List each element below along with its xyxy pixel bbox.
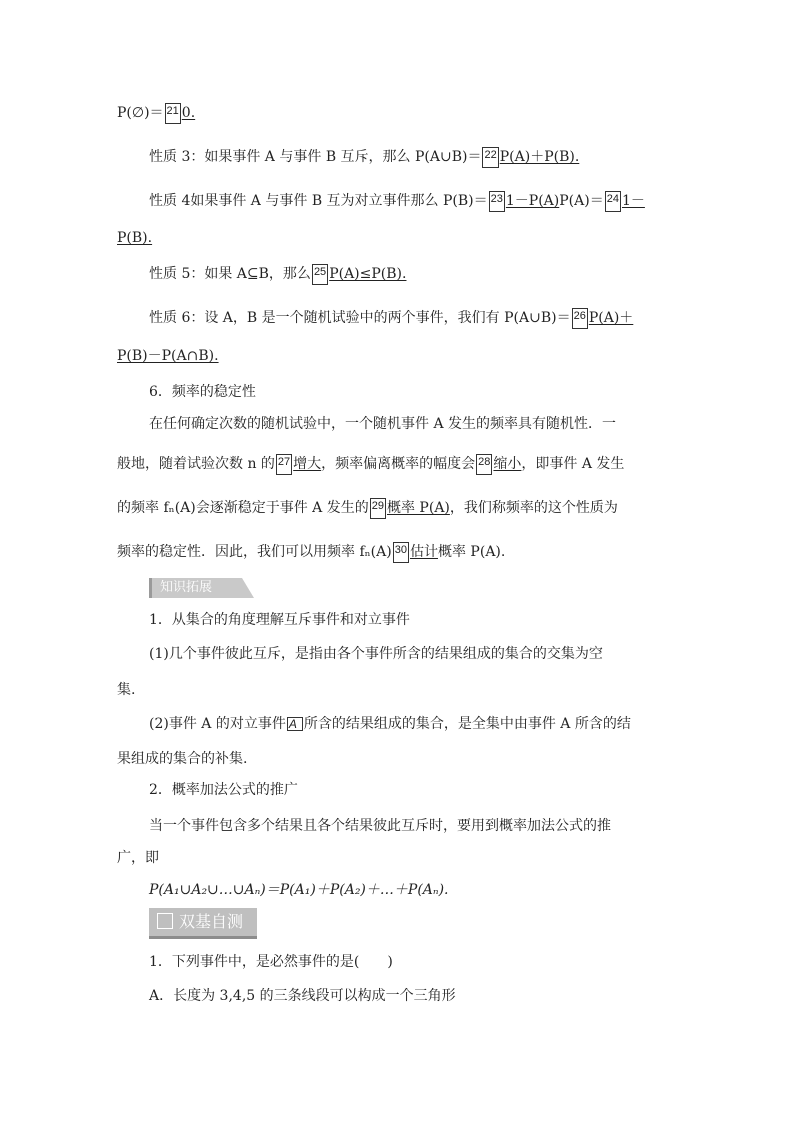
text: 广，即 (117, 850, 159, 866)
question-1 (149, 952, 393, 972)
answer-box-29: 29 (370, 498, 386, 519)
text: 性质 3：如果事件 A 与事件 B 互斥，那么 P(A∪B)＝ (149, 149, 482, 165)
answer-text: 1－ (621, 193, 645, 209)
answer-text: 0. (181, 105, 196, 121)
text: 1．从集合的角度理解互斥事件和对立事件 (149, 612, 410, 628)
property-3 (149, 147, 579, 168)
property-5 (149, 264, 406, 285)
text: 性质 5：如果 A⊆B，那么 (149, 266, 311, 282)
answer-text: 概率 P(A) (386, 500, 450, 516)
formula: P(A₁∪A₂∪…∪Aₙ)＝P(A₁)＋P(A₂)＋…＋P(Aₙ). (149, 882, 449, 898)
heading-text: 双基自测 (179, 912, 244, 931)
text: 概率 P(A). (437, 544, 506, 560)
answer-text: P(A)＋P(B). (499, 149, 580, 165)
property-4 (149, 191, 645, 212)
answer-text: P(B)－P(A∩B). (117, 348, 219, 364)
property-6-cont (117, 346, 219, 366)
answer-text: 缩小 (493, 456, 522, 472)
text: 果组成的集合的补集. (117, 751, 248, 767)
text: 性质 4如果事件 A 与事件 B 互为对立事件那么 P(B)＝ (149, 193, 488, 209)
paragraph-line (149, 816, 611, 836)
text: 当一个事件包含多个结果且各个结果彼此互斥时，要用到概率加法公式的推 (149, 818, 611, 834)
text: (2)事件 A 的对立事件 (149, 716, 286, 732)
property-6 (149, 308, 633, 329)
answer-box-22: 22 (482, 147, 498, 168)
paragraph-line (149, 714, 631, 734)
property-line-1 (117, 103, 195, 124)
answer-text: 1－P(A) (505, 193, 560, 209)
text: 1．下列事件中，是必然事件的是( ) (149, 954, 393, 970)
property-4-cont (117, 228, 152, 248)
square-icon (157, 913, 173, 929)
answer-box-26: 26 (572, 308, 588, 329)
paragraph-line (117, 454, 624, 475)
paragraph-line (149, 414, 616, 434)
text: 频率的稳定性．因此，我们可以用频率 fₙ(A) (117, 544, 392, 560)
text: 6．频率的稳定性 (149, 384, 256, 400)
text: P(∅)＝ (117, 105, 164, 121)
answer-text: 增大 (293, 456, 322, 472)
text: 在任何确定次数的随机试验中，一个随机事件 A 发生的频率具有随机性．一 (149, 416, 617, 432)
text: ，我们称频率的这个性质为 (449, 500, 618, 516)
text: 集. (117, 682, 136, 698)
answer-box-28: 28 (476, 454, 492, 475)
text: 性质 6：设 A，B 是一个随机试验中的两个事件，我们有 P(A∪B)＝ (149, 310, 571, 326)
text: ，频率偏离概率的幅度会 (321, 456, 476, 472)
answer-text: P(A)≤P(B). (329, 266, 407, 282)
paragraph-line (117, 542, 505, 563)
text: ，即事件 A 发生 (521, 456, 625, 472)
knowledge-extension-tag: 知识拓展 (149, 578, 242, 598)
text: 所含的结果组成的集合，是全集中由事件 A 所含的结 (303, 716, 631, 732)
paragraph-line (117, 749, 247, 769)
self-test-heading (149, 908, 257, 939)
paragraph-line (117, 498, 618, 519)
option-a (149, 986, 456, 1006)
paragraph-line (117, 680, 135, 700)
section-heading-6 (149, 382, 256, 402)
text: 的频率 fₙ(A)会逐渐稳定于事件 A 发生的 (117, 500, 369, 516)
answer-text: P(A)＋ (588, 310, 634, 326)
extension-item-1 (149, 610, 410, 630)
text: P(A)＝ (559, 193, 604, 209)
text: A．长度为 3,4,5 的三条线段可以构成一个三角形 (149, 988, 456, 1004)
answer-box-23: 23 (489, 191, 505, 212)
paragraph-line (117, 848, 159, 868)
answer-box-21: 21 (165, 103, 181, 124)
answer-box-27: 27 (276, 454, 292, 475)
answer-text: P(B). (117, 230, 153, 246)
text: (1)几个事件彼此互斥，是指由各个事件所含的结果组成的集合的交集为空 (149, 646, 603, 662)
paragraph-line (149, 644, 603, 664)
extension-item-2 (149, 780, 298, 800)
answer-box-30: 30 (393, 542, 409, 563)
text: 2．概率加法公式的推广 (149, 782, 298, 798)
text: 般地，随着试验次数 n 的 (117, 456, 275, 472)
answer-text: 估计 (409, 544, 438, 560)
answer-box-24: 24 (605, 191, 621, 212)
formula-line (149, 880, 448, 900)
complement-a-box: A (287, 717, 303, 731)
answer-box-25: 25 (312, 264, 328, 285)
